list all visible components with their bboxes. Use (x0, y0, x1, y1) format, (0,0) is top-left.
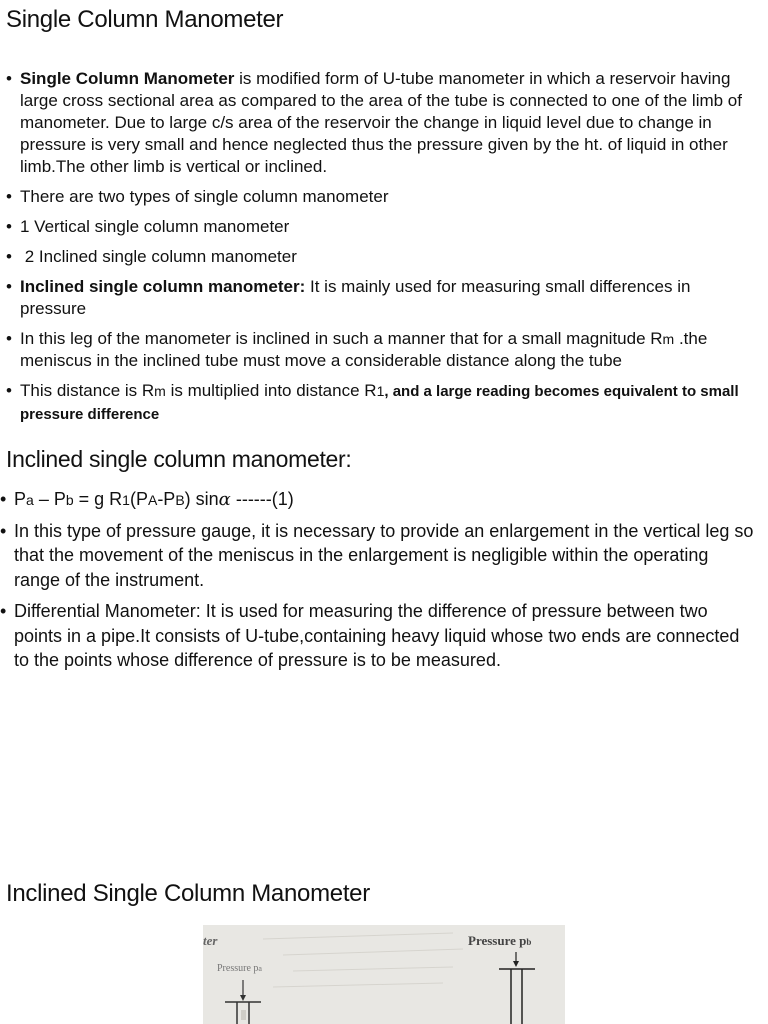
formula: Pa – Pb = g R1(PA-PB) sinα ------(1) (14, 489, 294, 510)
list-item: • In this type of pressure gauge, it is necessary to provide an enlargement in the vertical leg so that the movement of the meniscus in the enlargement is negligible within the operating range of the instrument. (0, 519, 758, 593)
photo-label-small: Pressure pa (217, 963, 262, 974)
text: It is mainly used for measuring small differences in pressure (20, 277, 691, 318)
list-item (0, 487, 758, 513)
text: This distance is R (20, 381, 155, 400)
bold-term: Inclined single column manometer: (20, 277, 306, 296)
subscript: m (662, 331, 675, 347)
list-item: • 2 Inclined single column manometer (6, 246, 758, 268)
subscript: 1 (376, 383, 385, 399)
list-item: • There are two types of single column manometer (6, 186, 758, 208)
bold-term: Single Column Manometer (20, 69, 235, 88)
slide1-bullets (6, 68, 758, 434)
manometer-photo (203, 925, 565, 1024)
photo-label-left: ter (203, 933, 218, 948)
list-item (6, 380, 758, 426)
slide1-title: Single Column Manometer (6, 6, 284, 33)
list-item (6, 276, 758, 320)
text: , and a large reading becomes equivalent to small pressure difference (20, 383, 739, 423)
list-item (6, 68, 758, 178)
text: is modified form of U-tube manometer in which a reservoir having large cross sectional area as compared to the area of the tube is connected to one of the limb of manometer. Due to large c/s area of the reservoir the change in liquid level due to change in pressure is very small and hence neglected thus the pressure given by the ht. of liquid in other limb.The other limb is vertical or inclined. (20, 69, 742, 176)
slide3-title: Inclined Single Column Manometer (6, 880, 370, 907)
slide2-title: Inclined single column manometer: (6, 446, 352, 472)
list-item (6, 328, 758, 372)
photo-label-right: Pressure pb (468, 933, 532, 948)
text: is multiplied into distance R (165, 381, 377, 400)
text: In this leg of the manometer is inclined in such a manner that for a small magnitude R (20, 329, 663, 348)
list-item: • Differential Manometer: It is used for measuring the difference of pressure between two points in a pipe.It consists of U-tube,containing heavy liquid whose two ends are connected to the points whose difference of pressure is to be measured. (0, 599, 758, 673)
slide2-bullets (0, 487, 758, 681)
text: .the meniscus in the inclined tube must move a considerable distance along the tube (20, 329, 708, 370)
subscript: m (154, 383, 166, 399)
list-item: • 1 Vertical single column manometer (6, 216, 758, 238)
